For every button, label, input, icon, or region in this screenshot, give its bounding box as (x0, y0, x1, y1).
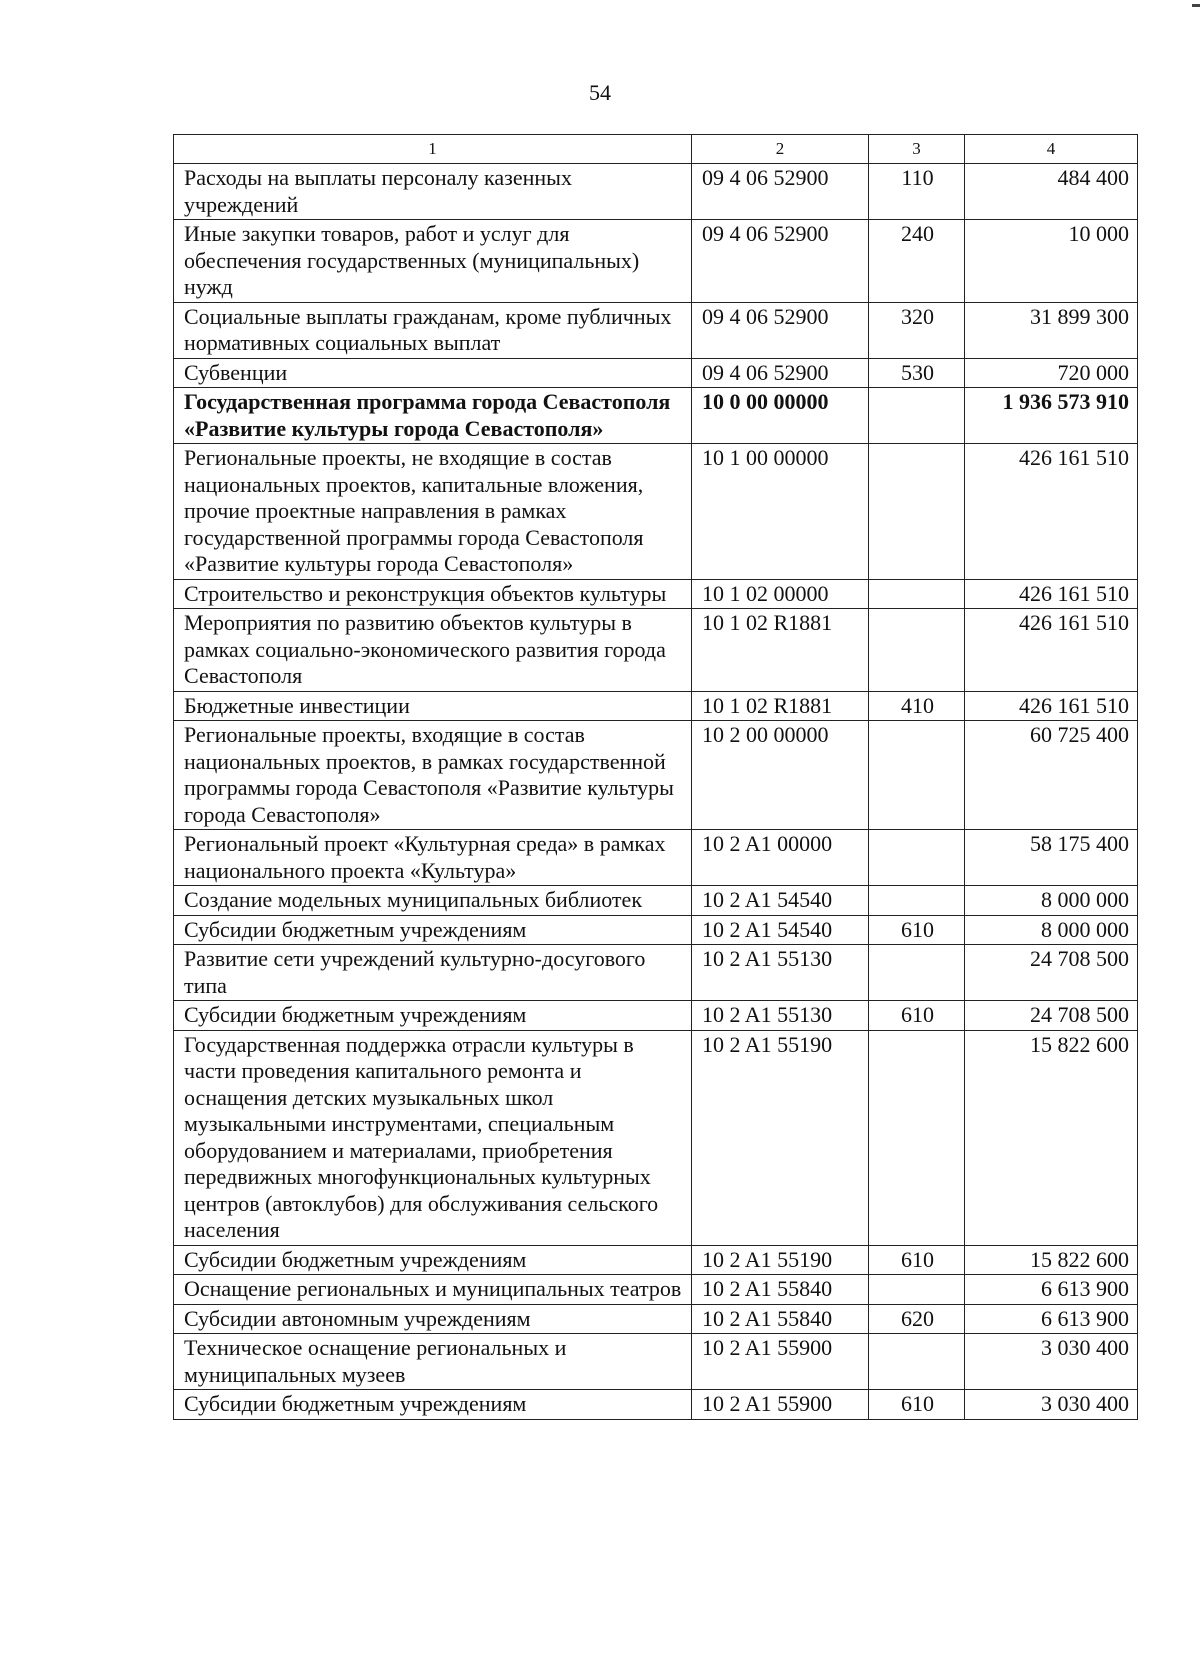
row-code: 10 1 02 R1881 (692, 609, 869, 692)
row-expense-type (869, 579, 965, 609)
row-code: 10 1 02 00000 (692, 579, 869, 609)
row-expense-type: 610 (869, 915, 965, 945)
row-amount: 720 000 (965, 358, 1138, 388)
row-expense-type (869, 1030, 965, 1245)
row-expense-type: 610 (869, 1245, 965, 1275)
table-row (174, 1390, 1138, 1420)
table-row (174, 609, 1138, 692)
row-code: 10 2 00 00000 (692, 721, 869, 830)
page-number: 54 (589, 80, 611, 105)
row-expense-type: 530 (869, 358, 965, 388)
row-code: 10 2 A1 55130 (692, 945, 869, 1001)
row-name: Региональный проект «Культурная среда» в рамках национального проекта «Культура» (174, 830, 692, 886)
row-amount: 426 161 510 (965, 444, 1138, 580)
row-amount: 3 030 400 (965, 1334, 1138, 1390)
row-code: 09 4 06 52900 (692, 358, 869, 388)
table-row (174, 444, 1138, 580)
row-name: Создание модельных муниципальных библиотек (174, 886, 692, 916)
table-row (174, 915, 1138, 945)
row-code: 10 2 A1 54540 (692, 886, 869, 916)
row-amount: 8 000 000 (965, 915, 1138, 945)
row-name: Мероприятия по развитию объектов культуры в рамках социально-экономического развития города Севастополя (174, 609, 692, 692)
row-expense-type (869, 444, 965, 580)
row-name: Развитие сети учреждений культурно-досугового типа (174, 945, 692, 1001)
table-row (174, 721, 1138, 830)
row-amount: 15 822 600 (965, 1030, 1138, 1245)
row-expense-type: 410 (869, 691, 965, 721)
row-expense-type: 110 (869, 164, 965, 220)
table-row (174, 1245, 1138, 1275)
row-name: Техническое оснащение региональных и муниципальных музеев (174, 1334, 692, 1390)
row-code: 10 2 A1 55840 (692, 1304, 869, 1334)
row-code: 10 2 A1 54540 (692, 915, 869, 945)
row-amount: 15 822 600 (965, 1245, 1138, 1275)
row-amount: 6 613 900 (965, 1275, 1138, 1305)
row-expense-type (869, 886, 965, 916)
table-row (174, 886, 1138, 916)
row-amount: 58 175 400 (965, 830, 1138, 886)
row-amount: 426 161 510 (965, 579, 1138, 609)
row-name: Расходы на выплаты персоналу казенных учреждений (174, 164, 692, 220)
row-amount: 24 708 500 (965, 1001, 1138, 1031)
row-code: 09 4 06 52900 (692, 302, 869, 358)
row-name: Оснащение региональных и муниципальных театров (174, 1275, 692, 1305)
row-amount: 3 030 400 (965, 1390, 1138, 1420)
budget-table (173, 134, 1138, 1420)
row-name: Иные закупки товаров, работ и услуг для обеспечения государственных (муниципальных) нужд (174, 220, 692, 303)
header-col-type: 3 (869, 135, 965, 164)
row-code: 10 0 00 00000 (692, 388, 869, 444)
row-code: 10 2 A1 55130 (692, 1001, 869, 1031)
row-amount: 484 400 (965, 164, 1138, 220)
table-row (174, 1030, 1138, 1245)
table-row (174, 388, 1138, 444)
row-expense-type: 620 (869, 1304, 965, 1334)
header-col-amount: 4 (965, 135, 1138, 164)
row-code: 10 2 A1 55900 (692, 1390, 869, 1420)
row-code: 10 2 A1 55190 (692, 1245, 869, 1275)
row-name: Субсидии бюджетным учреждениям (174, 1390, 692, 1420)
table-row (174, 358, 1138, 388)
row-code: 10 2 A1 00000 (692, 830, 869, 886)
table-row (174, 164, 1138, 220)
row-amount: 1 936 573 910 (965, 388, 1138, 444)
table-row (174, 945, 1138, 1001)
row-name: Региональные проекты, входящие в состав национальных проектов, в рамках государственной программы города Севастополя «Развитие культуры города Севастополя» (174, 721, 692, 830)
row-code: 09 4 06 52900 (692, 164, 869, 220)
row-name: Бюджетные инвестиции (174, 691, 692, 721)
row-expense-type (869, 388, 965, 444)
row-amount: 426 161 510 (965, 609, 1138, 692)
table-row (174, 830, 1138, 886)
row-name: Субсидии бюджетным учреждениям (174, 1245, 692, 1275)
row-code: 10 2 A1 55840 (692, 1275, 869, 1305)
row-code: 10 1 02 R1881 (692, 691, 869, 721)
header-col-name: 1 (174, 135, 692, 164)
table-body (174, 164, 1138, 1420)
row-expense-type: 320 (869, 302, 965, 358)
table-header-row (174, 135, 1138, 164)
table-row (174, 1275, 1138, 1305)
row-name: Строительство и реконструкция объектов культуры (174, 579, 692, 609)
row-amount: 8 000 000 (965, 886, 1138, 916)
row-code: 09 4 06 52900 (692, 220, 869, 303)
row-expense-type: 610 (869, 1001, 965, 1031)
row-name: Региональные проекты, не входящие в состав национальных проектов, капитальные вложения, прочие проектные направления в рамках государственной программы города Севастополя «Развитие культуры города Севастополя» (174, 444, 692, 580)
row-expense-type: 610 (869, 1390, 965, 1420)
row-code: 10 2 A1 55900 (692, 1334, 869, 1390)
row-amount: 24 708 500 (965, 945, 1138, 1001)
header-col-code: 2 (692, 135, 869, 164)
row-amount: 60 725 400 (965, 721, 1138, 830)
row-name: Социальные выплаты гражданам, кроме публичных нормативных социальных выплат (174, 302, 692, 358)
table-row (174, 1001, 1138, 1031)
table-row (174, 220, 1138, 303)
row-expense-type (869, 945, 965, 1001)
table-row (174, 1304, 1138, 1334)
row-name: Государственная поддержка отрасли культуры в части проведения капитального ремонта и оснащения детских музыкальных школ музыкальными инструментами, специальным оборудованием и материалами, приобретения передвижных многофункциональных культурных центров (автоклубов) для обслуживания сельского населения (174, 1030, 692, 1245)
row-expense-type: 240 (869, 220, 965, 303)
table-row (174, 302, 1138, 358)
row-name: Государственная программа города Севастополя «Развитие культуры города Севастополя» (174, 388, 692, 444)
row-amount: 10 000 (965, 220, 1138, 303)
row-code: 10 2 A1 55190 (692, 1030, 869, 1245)
table-row (174, 579, 1138, 609)
row-expense-type (869, 1275, 965, 1305)
row-name: Субсидии бюджетным учреждениям (174, 1001, 692, 1031)
row-expense-type (869, 609, 965, 692)
scan-edge-mark (1192, 4, 1200, 7)
row-amount: 31 899 300 (965, 302, 1138, 358)
row-amount: 426 161 510 (965, 691, 1138, 721)
table-row (174, 691, 1138, 721)
row-expense-type (869, 830, 965, 886)
row-code: 10 1 00 00000 (692, 444, 869, 580)
row-amount: 6 613 900 (965, 1304, 1138, 1334)
row-name: Субсидии бюджетным учреждениям (174, 915, 692, 945)
row-name: Субсидии автономным учреждениям (174, 1304, 692, 1334)
row-expense-type (869, 1334, 965, 1390)
row-name: Субвенции (174, 358, 692, 388)
table-row (174, 1334, 1138, 1390)
row-expense-type (869, 721, 965, 830)
